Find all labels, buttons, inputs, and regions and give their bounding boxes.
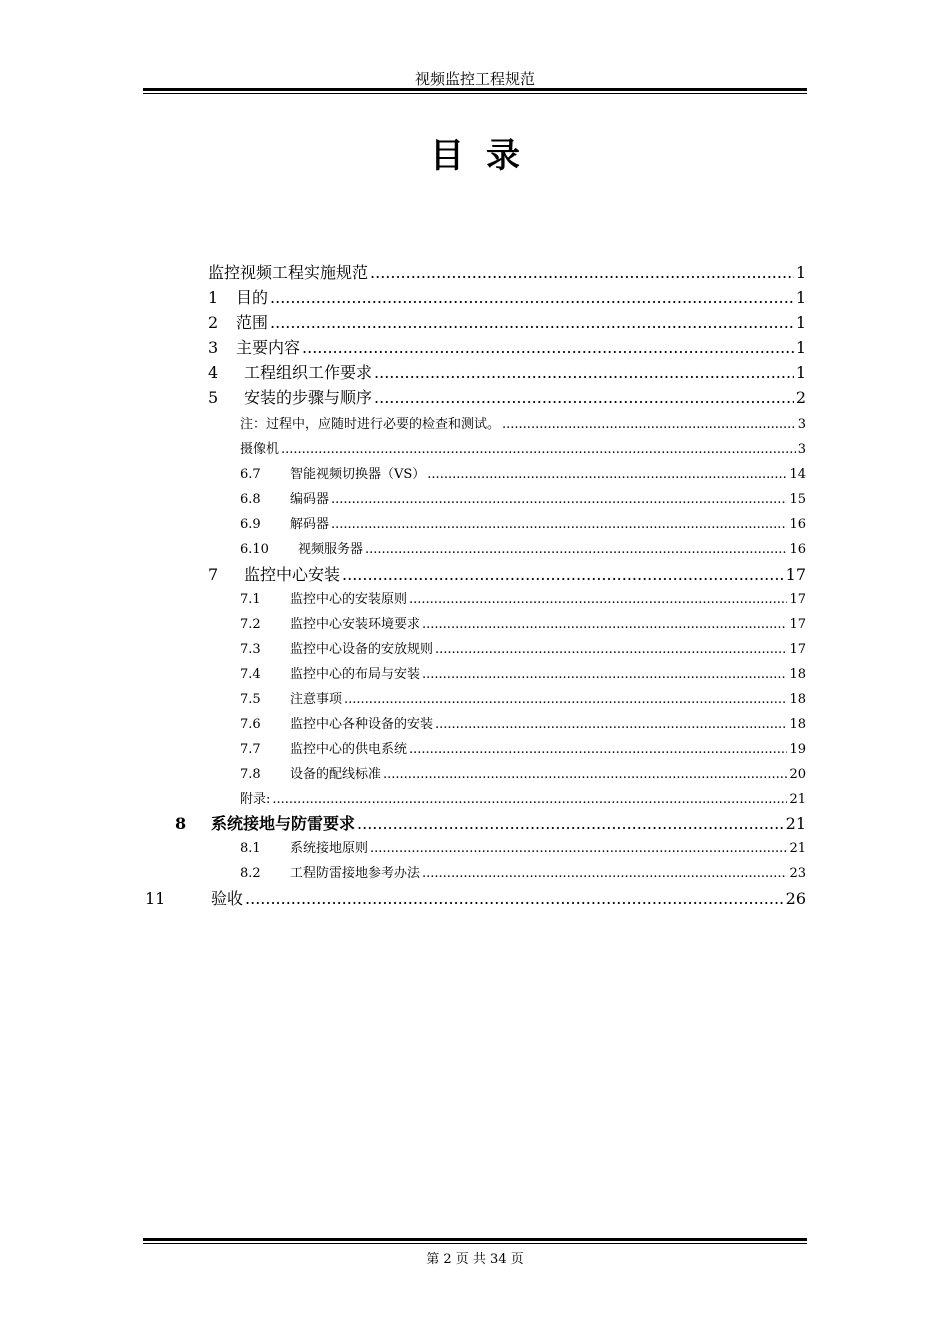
toc-entry-page: 14 xyxy=(789,467,806,482)
toc-entry-number: 7 xyxy=(208,565,219,584)
toc-entry[interactable] xyxy=(208,562,806,585)
toc-entry[interactable] xyxy=(240,663,806,682)
toc-entry-text: 监控中心安装 xyxy=(244,565,341,584)
toc-entry-page: 21 xyxy=(785,814,806,833)
toc-entry-text: 监控中心的布局与安装 xyxy=(290,667,421,682)
toc-entry-number: 7.2 xyxy=(240,617,261,632)
toc-entry-number: 6.9 xyxy=(240,517,261,532)
toc-entry-text: 系统接地原则 xyxy=(290,841,369,856)
toc-entry[interactable] xyxy=(240,413,806,432)
toc-entry-number: 5 xyxy=(208,388,219,407)
toc-entry[interactable] xyxy=(208,310,806,333)
toc-entry-number: 2 xyxy=(208,313,219,332)
toc-entry-page: 3 xyxy=(797,442,806,457)
toc-entry[interactable] xyxy=(240,713,806,732)
toc-entry[interactable] xyxy=(145,886,806,909)
toc-entry[interactable] xyxy=(175,811,806,834)
toc-entry-page: 1 xyxy=(795,313,806,332)
toc-entry-text: 监控中心的供电系统 xyxy=(290,742,408,757)
toc-entry[interactable] xyxy=(240,638,806,657)
toc-entry[interactable] xyxy=(208,260,806,283)
toc-entry-page: 16 xyxy=(789,542,806,557)
toc-entry-page: 21 xyxy=(789,841,806,856)
toc-entry[interactable] xyxy=(208,360,806,383)
toc-entry-page: 18 xyxy=(789,692,806,707)
toc-entry-page: 20 xyxy=(789,767,806,782)
toc-entry-number: 3 xyxy=(208,338,219,357)
header-title: 视频监控工程规范 xyxy=(414,70,535,88)
footer-rule xyxy=(143,1238,807,1244)
toc-entry-page: 1 xyxy=(795,338,806,357)
toc-entry-text: 目的 xyxy=(236,288,269,307)
toc-entry-text: 监控中心安装环境要求 xyxy=(290,617,421,632)
toc-entry-text: 注意事项 xyxy=(290,692,343,707)
toc-entry-number: 1 xyxy=(208,288,219,307)
toc-entry[interactable] xyxy=(208,385,806,408)
footer-page-number: 第 2 页 共 34 页 xyxy=(426,1252,524,1267)
toc-entry-number: 4 xyxy=(208,363,219,382)
toc-entry[interactable] xyxy=(240,837,806,856)
toc-entry-text: 安装的步骤与顺序 xyxy=(244,388,373,407)
toc-entry-number: 7.5 xyxy=(240,692,261,707)
toc-entry-page: 15 xyxy=(789,492,806,507)
toc-entry-number: 7.1 xyxy=(240,592,261,607)
toc-entry[interactable] xyxy=(240,488,806,507)
toc-entry-text: 监控中心的安装原则 xyxy=(290,592,408,607)
toc-entry-text: 工程组织工作要求 xyxy=(244,363,373,382)
toc-entry-text: 系统接地与防雷要求 xyxy=(211,814,356,833)
toc-entry-number: 8 xyxy=(175,814,187,833)
toc-entry[interactable] xyxy=(208,335,806,358)
toc-entry-number: 11 xyxy=(145,889,166,908)
toc-entry-number: 7.8 xyxy=(240,767,261,782)
toc-entry-text: 范围 xyxy=(236,313,269,332)
toc-entry-text: 设备的配线标准 xyxy=(290,767,382,782)
toc-entry-page: 3 xyxy=(797,417,806,432)
toc-entry-text: 解码器 xyxy=(290,517,330,532)
toc-entry-text: 监控中心各种设备的安装 xyxy=(290,717,434,732)
toc-entry-page: 18 xyxy=(789,667,806,682)
toc-entry-text: 编码器 xyxy=(290,492,330,507)
toc-entry-page: 17 xyxy=(789,642,806,657)
toc-entry-text: 验收 xyxy=(211,889,244,908)
toc-entry-text: 主要内容 xyxy=(236,338,301,357)
toc-entry[interactable] xyxy=(240,788,806,807)
toc-entry[interactable] xyxy=(240,513,806,532)
toc-entry[interactable] xyxy=(240,688,806,707)
header-rule xyxy=(143,88,807,94)
toc-entry-text: 附录: xyxy=(240,792,271,807)
toc-entry-text: 工程防雷接地参考办法 xyxy=(290,866,421,881)
toc-entry-text: 监控中心设备的安放规则 xyxy=(290,642,434,657)
toc-entry-text: 智能视频切换器（VS） xyxy=(290,467,426,482)
toc-entry-page: 16 xyxy=(789,517,806,532)
toc-entry-page: 23 xyxy=(789,866,806,881)
toc-entry-page: 21 xyxy=(789,792,806,807)
toc-entry[interactable] xyxy=(240,862,806,881)
toc-entry[interactable] xyxy=(240,738,806,757)
toc-entry-number: 6.7 xyxy=(240,467,261,482)
toc-entry[interactable] xyxy=(240,438,806,457)
toc-entry-text: 视频服务器 xyxy=(298,542,364,557)
toc-entry-text: 监控视频工程实施规范 xyxy=(208,263,369,282)
toc-entry-number: 6.10 xyxy=(240,542,269,557)
toc-entry-text: 摄像机 xyxy=(240,442,280,457)
toc-entry-page: 18 xyxy=(789,717,806,732)
page-title: 目录 xyxy=(430,136,542,176)
toc-entry-number: 6.8 xyxy=(240,492,261,507)
toc-entry-number: 7.6 xyxy=(240,717,261,732)
toc-entry-page: 17 xyxy=(789,592,806,607)
toc-entry[interactable] xyxy=(240,613,806,632)
toc-entry-page: 26 xyxy=(785,889,806,908)
toc-entry-number: 8.1 xyxy=(240,841,261,856)
toc-entry-number: 8.2 xyxy=(240,866,261,881)
toc-entry-number: 7.4 xyxy=(240,667,261,682)
toc-entry-page: 1 xyxy=(795,363,806,382)
toc-entry-text: 注：过程中，应随时进行必要的检查和测试。 xyxy=(240,417,501,432)
toc-entry[interactable] xyxy=(208,285,806,308)
toc-entry[interactable] xyxy=(240,463,806,482)
toc-entry-page: 1 xyxy=(795,263,806,282)
toc-entry-page: 17 xyxy=(785,565,806,584)
toc-entry[interactable] xyxy=(240,538,806,557)
toc-entry-page: 2 xyxy=(795,388,806,407)
toc-entry-page: 17 xyxy=(789,617,806,632)
toc-entry[interactable] xyxy=(240,763,806,782)
toc-entry-number: 7.3 xyxy=(240,642,261,657)
toc-entry[interactable] xyxy=(240,588,806,607)
toc-entry-page: 1 xyxy=(795,288,806,307)
toc-entry-page: 19 xyxy=(789,742,806,757)
toc-entry-number: 7.7 xyxy=(240,742,261,757)
